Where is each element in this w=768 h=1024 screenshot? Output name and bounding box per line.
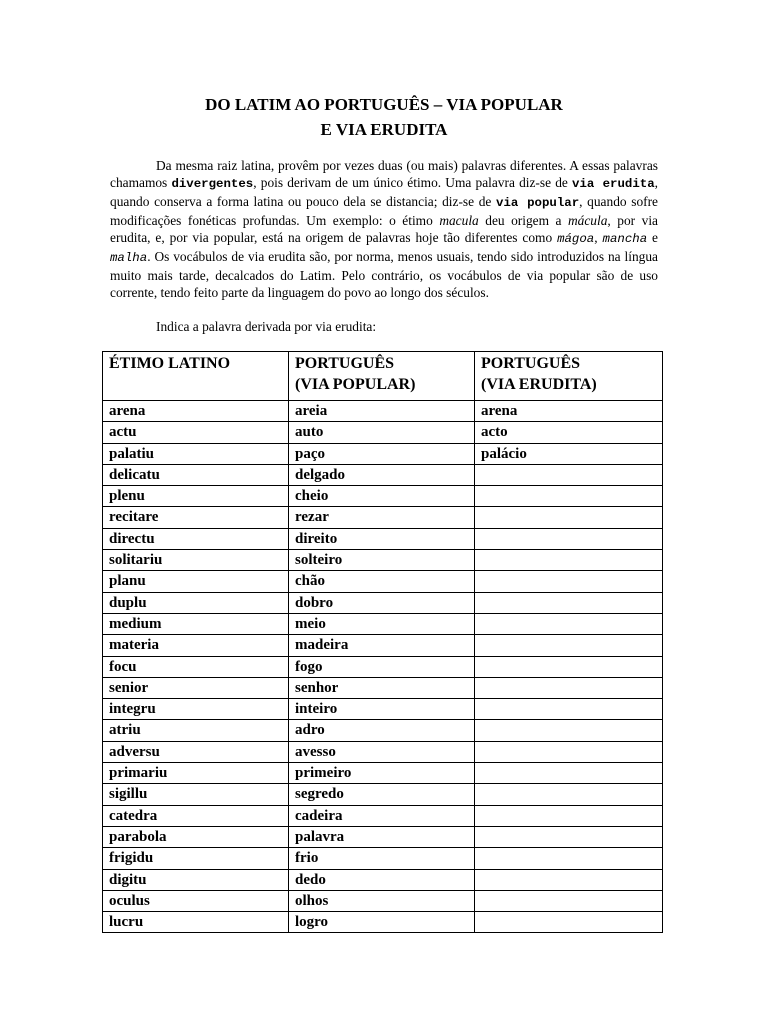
cell-etimo-latino: medium	[103, 613, 289, 634]
word-macula-latin: macula	[439, 213, 479, 228]
term-divergentes: divergentes	[171, 177, 254, 191]
cell-via-popular: paço	[289, 443, 475, 464]
cell-etimo-latino: catedra	[103, 805, 289, 826]
intro-text-7: . Os vocábulos de via erudita são, por norma, menos usuais, tendo sido introduzidos na língua muito mais tarde, decalcados do Latim. Pelo contrário, os vocábulos de via popular são de uso corrente, tendo feito parte da linguagem do povo ao longo dos séculos.	[110, 249, 658, 300]
cell-via-erudita[interactable]	[475, 826, 663, 847]
cell-etimo-latino: parabola	[103, 826, 289, 847]
header-via-erudita: PORTUGUÊS (VIA ERUDITA)	[475, 352, 663, 401]
table-row	[103, 848, 663, 869]
cell-etimo-latino: directu	[103, 528, 289, 549]
cell-via-popular: adro	[289, 720, 475, 741]
table-row	[103, 699, 663, 720]
cell-via-erudita[interactable]: arena	[475, 401, 663, 422]
table-body	[103, 401, 663, 933]
cell-via-erudita[interactable]: palácio	[475, 443, 663, 464]
cell-via-erudita[interactable]	[475, 507, 663, 528]
cell-via-erudita[interactable]	[475, 741, 663, 762]
table-row	[103, 912, 663, 933]
title-line-1: DO LATIM AO PORTUGUÊS – VIA POPULAR	[205, 95, 563, 114]
cell-via-popular: cheio	[289, 486, 475, 507]
table-header-row	[103, 352, 663, 401]
table-row	[103, 677, 663, 698]
cell-etimo-latino: actu	[103, 422, 289, 443]
table-row	[103, 763, 663, 784]
intro-and: e	[647, 230, 658, 245]
table-row	[103, 635, 663, 656]
table-row	[103, 869, 663, 890]
cell-etimo-latino: lucru	[103, 912, 289, 933]
cell-etimo-latino: arena	[103, 401, 289, 422]
cell-via-erudita[interactable]	[475, 805, 663, 826]
exercise-instruction: Indica a palavra derivada por via erudita:	[156, 319, 377, 334]
cell-via-popular: senhor	[289, 677, 475, 698]
cell-etimo-latino: primariu	[103, 763, 289, 784]
cell-via-popular: solteiro	[289, 550, 475, 571]
cell-etimo-latino: adversu	[103, 741, 289, 762]
cell-via-popular: direito	[289, 528, 475, 549]
word-macula-pt: mácula	[568, 213, 608, 228]
cell-via-erudita[interactable]	[475, 677, 663, 698]
cell-etimo-latino: digitu	[103, 869, 289, 890]
term-via-popular: via popular	[496, 196, 580, 210]
etymology-table	[102, 351, 663, 933]
table-row	[103, 826, 663, 847]
cell-etimo-latino: recitare	[103, 507, 289, 528]
term-via-erudita: via erudita	[572, 177, 655, 191]
cell-via-popular: palavra	[289, 826, 475, 847]
cell-via-erudita[interactable]	[475, 486, 663, 507]
word-magoa: mágoa	[557, 232, 595, 246]
cell-etimo-latino: oculus	[103, 890, 289, 911]
table-row	[103, 805, 663, 826]
cell-via-erudita[interactable]	[475, 784, 663, 805]
cell-via-erudita[interactable]	[475, 528, 663, 549]
intro-text-1: Da mesma raiz latina, provêm por vezes duas (ou mais) palavras diferentes. A essas palavras chamamos	[110, 158, 658, 190]
table-row	[103, 890, 663, 911]
cell-via-erudita[interactable]	[475, 699, 663, 720]
cell-via-popular: logro	[289, 912, 475, 933]
table-row	[103, 741, 663, 762]
cell-via-popular: fogo	[289, 656, 475, 677]
cell-via-popular: meio	[289, 613, 475, 634]
title-line-2: E VIA ERUDITA	[320, 120, 448, 139]
cell-via-popular: rezar	[289, 507, 475, 528]
intro-text-2: , pois derivam de um único étimo. Uma palavra diz-se de	[253, 175, 573, 190]
cell-via-popular: auto	[289, 422, 475, 443]
cell-etimo-latino: sigillu	[103, 784, 289, 805]
cell-etimo-latino: solitariu	[103, 550, 289, 571]
cell-via-popular: olhos	[289, 890, 475, 911]
cell-via-popular: avesso	[289, 741, 475, 762]
cell-via-erudita[interactable]	[475, 912, 663, 933]
cell-via-popular: delgado	[289, 464, 475, 485]
table-row	[103, 507, 663, 528]
table-row	[103, 784, 663, 805]
cell-via-erudita[interactable]	[475, 613, 663, 634]
cell-etimo-latino: senior	[103, 677, 289, 698]
cell-via-popular: dedo	[289, 869, 475, 890]
cell-etimo-latino: atriu	[103, 720, 289, 741]
cell-via-popular: cadeira	[289, 805, 475, 826]
cell-via-erudita[interactable]	[475, 656, 663, 677]
cell-via-erudita[interactable]	[475, 464, 663, 485]
cell-etimo-latino: materia	[103, 635, 289, 656]
cell-via-erudita[interactable]	[475, 550, 663, 571]
cell-etimo-latino: plenu	[103, 486, 289, 507]
cell-etimo-latino: focu	[103, 656, 289, 677]
word-mancha: mancha	[602, 232, 648, 246]
cell-via-popular: areia	[289, 401, 475, 422]
cell-via-erudita[interactable]	[475, 763, 663, 784]
table-row	[103, 464, 663, 485]
intro-separator: ,	[594, 230, 603, 245]
cell-via-erudita[interactable]	[475, 635, 663, 656]
intro-text-5: deu origem a	[478, 213, 568, 228]
cell-etimo-latino: duplu	[103, 592, 289, 613]
cell-via-popular: madeira	[289, 635, 475, 656]
word-malha: malha	[110, 251, 148, 265]
header-via-popular: PORTUGUÊS (VIA POPULAR)	[289, 352, 475, 401]
intro-paragraph	[110, 157, 658, 301]
table-row	[103, 656, 663, 677]
cell-via-popular: dobro	[289, 592, 475, 613]
cell-etimo-latino: delicatu	[103, 464, 289, 485]
table-row	[103, 486, 663, 507]
table-row	[103, 720, 663, 741]
intro-text-4: , quando sofre modificações fonéticas profundas. Um exemplo: o étimo	[110, 194, 659, 228]
cell-via-popular: chão	[289, 571, 475, 592]
table-row	[103, 422, 663, 443]
table-row	[103, 528, 663, 549]
cell-via-erudita[interactable]	[475, 571, 663, 592]
cell-etimo-latino: palatiu	[103, 443, 289, 464]
cell-via-erudita[interactable]	[475, 848, 663, 869]
cell-via-erudita[interactable]: acto	[475, 422, 663, 443]
header-etimo-latino: ÉTIMO LATINO	[103, 352, 289, 401]
document-title	[0, 92, 768, 142]
cell-via-erudita[interactable]	[475, 720, 663, 741]
intro-text-3: , quando conserva a forma latina ou pouco dela se distancia; diz-se de	[110, 175, 658, 209]
cell-via-erudita[interactable]	[475, 592, 663, 613]
table-row	[103, 401, 663, 422]
cell-via-popular: primeiro	[289, 763, 475, 784]
cell-via-popular: inteiro	[289, 699, 475, 720]
table-row	[103, 550, 663, 571]
table-row	[103, 613, 663, 634]
cell-via-popular: segredo	[289, 784, 475, 805]
table-row	[103, 443, 663, 464]
cell-via-erudita[interactable]	[475, 869, 663, 890]
cell-etimo-latino: frigidu	[103, 848, 289, 869]
intro-text-6: , por via erudita, e, por via popular, está na origem de palavras hoje tão diferentes como	[110, 213, 659, 245]
cell-via-erudita[interactable]	[475, 890, 663, 911]
cell-via-popular: frio	[289, 848, 475, 869]
table-row	[103, 592, 663, 613]
cell-etimo-latino: integru	[103, 699, 289, 720]
table-row	[103, 571, 663, 592]
cell-etimo-latino: planu	[103, 571, 289, 592]
